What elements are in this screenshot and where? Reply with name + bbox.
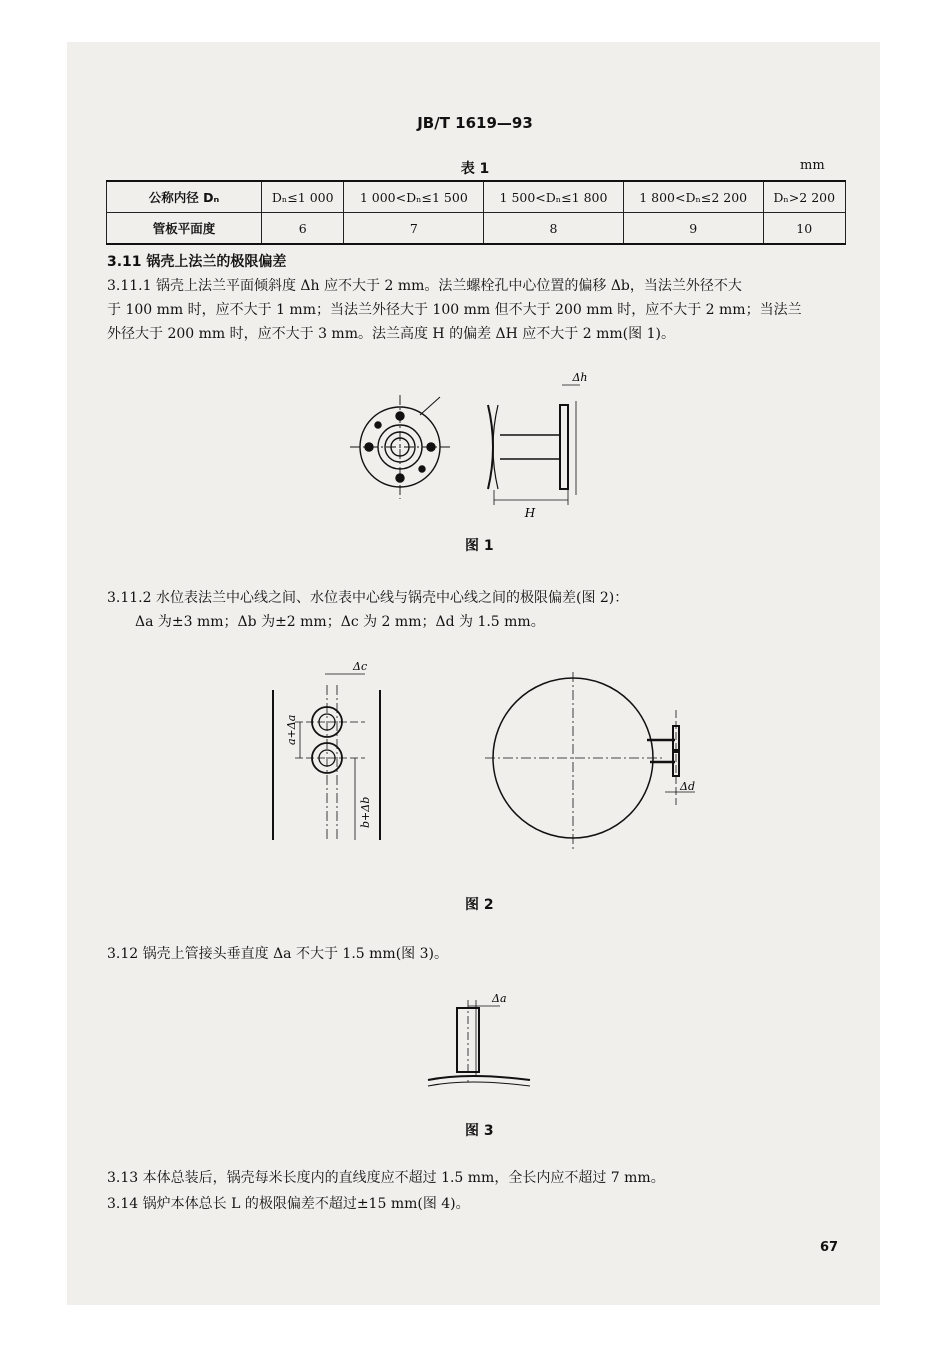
- table-cell: 8: [484, 213, 624, 245]
- label-delta-c: Δc: [353, 660, 368, 673]
- label-delta-h: Δh: [572, 371, 588, 384]
- figure-1-flange-drawing: [340, 365, 600, 530]
- table-cell: Dₙ≤1 000: [262, 181, 344, 213]
- table-cell: 10: [763, 213, 846, 245]
- table-caption: 表 1: [460, 161, 490, 177]
- table-cell: Dₙ>2 200: [763, 181, 846, 213]
- label-b-plus-delta-b: b+Δb: [359, 796, 372, 828]
- flatness-table: [106, 180, 846, 245]
- figure-2-caption: 图 2: [465, 897, 494, 913]
- figure-3-pipe-joint-drawing: [420, 992, 550, 1090]
- row-label-diameter: 公称内径 Dₙ: [107, 181, 262, 213]
- table-cell: 9: [623, 213, 763, 245]
- section-3-11-title: 3.11 锅壳上法兰的极限偏差: [107, 254, 287, 270]
- table-row: [107, 213, 846, 245]
- table-unit: mm: [800, 158, 825, 173]
- table-row: [107, 181, 846, 213]
- table-cell: 1 500<Dₙ≤1 800: [484, 181, 624, 213]
- figure-3-caption: 图 3: [465, 1123, 494, 1139]
- section-3-12: 3.12 锅壳上管接头垂直度 Δa 不大于 1.5 mm(图 3)。: [107, 946, 448, 962]
- table-cell: 1 000<Dₙ≤1 500: [344, 181, 484, 213]
- row-label-flatness: 管板平面度: [107, 213, 262, 245]
- figure-1-caption: 图 1: [465, 538, 494, 554]
- table-cell: 6: [262, 213, 344, 245]
- paragraph-line: 3.11.2 水位表法兰中心线之间、水位表中心线与锅壳中心线之间的极限偏差(图 2)：: [107, 590, 629, 606]
- paragraph-line: 3.11.1 锅壳上法兰平面倾斜度 Δh 应不大于 2 mm。法兰螺栓孔中心位置的偏移 Δb，当法兰外径不大: [107, 278, 742, 294]
- section-3-11-2: [107, 586, 847, 634]
- page-number: 67: [820, 1240, 839, 1255]
- table-cell: 7: [344, 213, 484, 245]
- standard-number-header: JB/T 1619—93: [417, 114, 533, 132]
- paragraph-line: Δa 为±3 mm；Δb 为±2 mm；Δc 为 2 mm；Δd 为 1.5 mm。: [135, 614, 545, 630]
- paragraph-line: 于 100 mm 时，应不大于 1 mm；当法兰外径大于 100 mm 但不大于 200 mm 时，应不大于 2 mm；当法兰: [107, 302, 802, 318]
- section-3-13: 3.13 本体总装后，锅壳每米长度内的直线度应不超过 1.5 mm，全长内应不超过 7 mm。: [107, 1170, 665, 1186]
- figure-2-water-gauge-drawing: [265, 650, 725, 880]
- label-delta-a: Δa: [492, 992, 507, 1005]
- label-a-plus-delta-a: a+Δa: [285, 714, 298, 745]
- paragraph-line: 外径大于 200 mm 时，应不大于 3 mm。法兰高度 H 的偏差 ΔH 应不大于 2 mm(图 1)。: [107, 326, 675, 342]
- label-h: H: [524, 506, 536, 520]
- section-3-11-1: [107, 274, 847, 346]
- section-3-14: 3.14 锅炉本体总长 L 的极限偏差不超过±15 mm(图 4)。: [107, 1196, 470, 1212]
- table-cell: 1 800<Dₙ≤2 200: [623, 181, 763, 213]
- label-delta-d: Δd: [680, 780, 695, 793]
